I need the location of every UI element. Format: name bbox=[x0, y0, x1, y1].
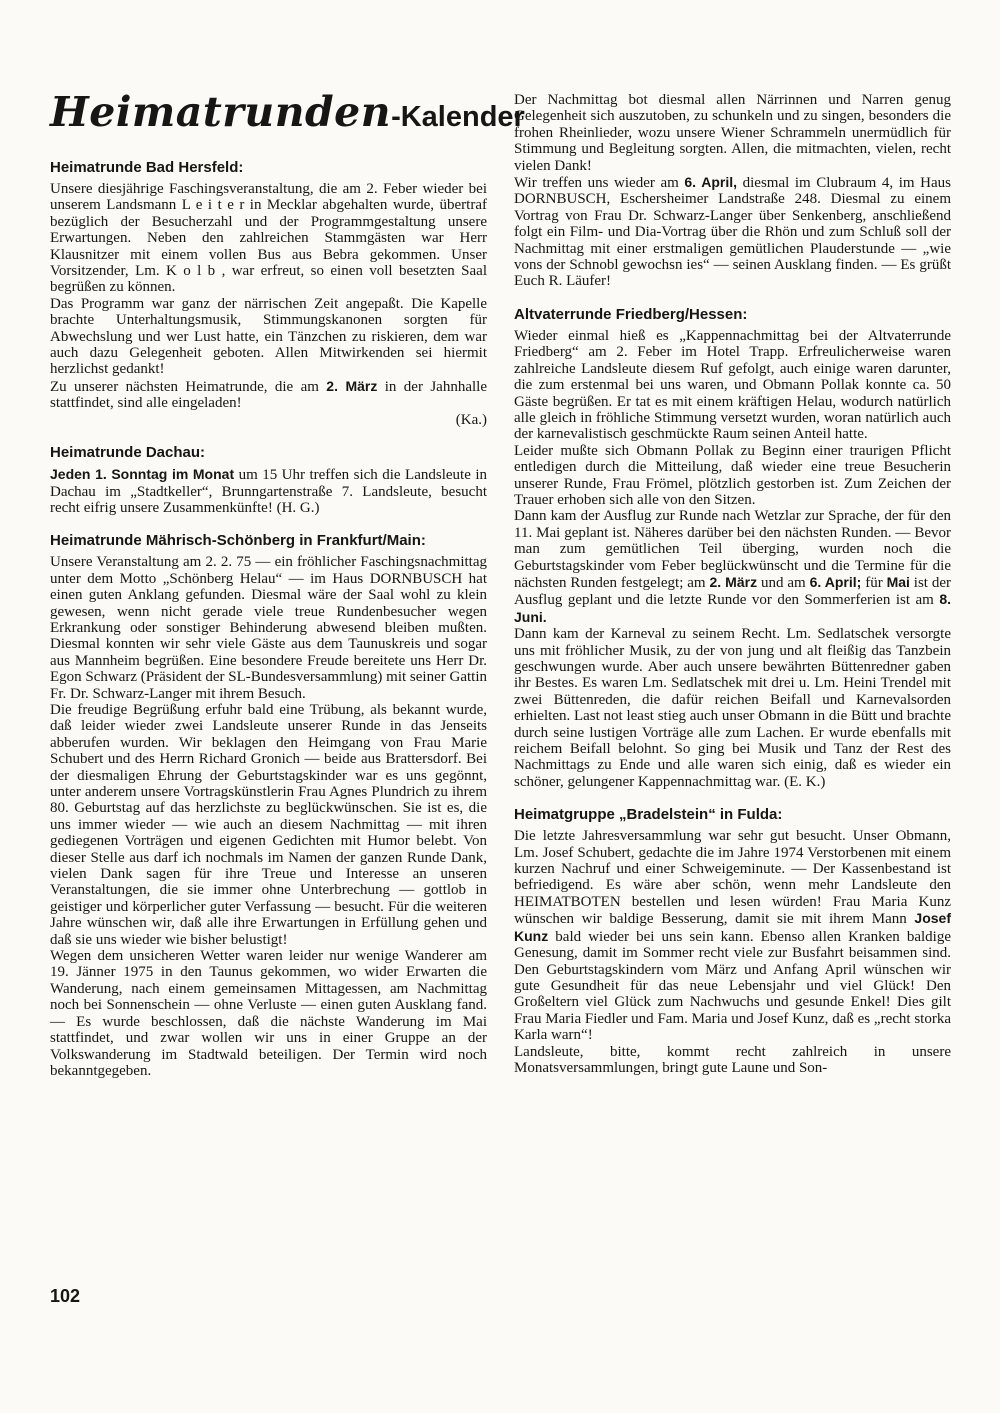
paragraph: Unsere Veranstaltung am 2. 2. 75 — ein fröhlicher Faschingsnachmittag unter dem Motto „Schönberg Helau“ — im Haus DORNBUSCH hat einen guten Anklang gefunden. Diesmal wäre der Saal wohl zu klein gewesen, wenn nicht gerade viele treue Rundenbesucher wegen Erkrankung oder sonstiger Behinderung abwesend bleiben mußten. Diesmal konnten wir sehr viele Gäste aus dem Taunuskreis und sogar aus Mannheim begrüßen. Eine besondere Freude bereitete uns Herr Dr. Egon Schwarz (Präsident der SL-Bundesversammlung) mit seiner Gattin Fr. Dr. Schwarz-Langer mit ihrem Besuch. bbox=[50, 554, 487, 702]
masthead-script-text: Heimatrunden bbox=[50, 88, 392, 136]
left-column bbox=[50, 88, 525, 1079]
paragraph: Unsere diesjährige Faschingsveranstaltung, die am 2. Feber wieder bei unserem Landsmann L e i t e r in Mecklar abgehalten wurde, übertraf bezüglich der Besucherzahl und der Programmgestaltung unsere Erwartungen. Neben den zahlreichen Stammgästen war Herr Klausnitzer mit einem vollen Bus aus Bebra gekommen. Unser Vorsitzender, Lm. K o l b , war erfreut, so einen voll besetzten Saal begrüßen zu können. bbox=[50, 181, 487, 296]
paragraph: Dann kam der Karneval zu seinem Recht. Lm. Sedlatschek versorgte uns mit fröhlicher Musik, zu der von jung und alt fleißig das Tanzbein geschwungen wurde. Aber auch unsere bewährten Büttenredner gaben ihr Bestes. Es waren Lm. Sedlatschek mit drei u. Lm. Heini Trendel mit zwei Büttenreden, die dafür reichen Beifall und Karnevalsorden erhielten. Last not least stieg auch unser Obmann in die Bütt und brachte durch seine lustigen Vorträge alle zum Lachen. Er wurde ebenfalls mit reichem Beifall belohnt. So ging bei Musik und Tanz der Rest des Nachmittags zu Ende und alle waren sich einig, daß es wieder ein schöner, gelungener Kappennachmittag war. (E. K.) bbox=[514, 626, 951, 790]
article-continuation-frankfurt bbox=[514, 92, 951, 290]
paragraph: Die letzte Jahresversammlung war sehr gut besucht. Unser Obmann, Lm. Josef Schubert, gedachte die im Jahre 1974 Verstorbenen mit einem kurzen Nachruf und einer Schweigeminute. — Der Kassenbestand ist befriedigend. Es wäre aber schön, wenn mehr Landsleute den HEIMATBOTEN bestellen und lesen würden! Frau Maria Kunz wünschen wir baldige Besserung, damit sie mit ihrem Mann Josef Kunz bald wieder bei uns sein kann. Ebenso allen Kranken baldige Genesung, damit im Sommer recht viele zur Busfahrt beisammen sind. Den Geburtstagskindern vom März und Anfang April wünschen wir gute Gesundheit für das neue Lebensjahr und viel Glück! Den Großeltern viel Glück zum Nachwuchs und gesunde Enkel! Dies gilt Frau Maria Fiedler und Fam. Maria und Josef Kunz, daß es „recht storka Karla warn“! bbox=[514, 828, 951, 1044]
paragraph: Wir treffen uns wieder am 6. April, diesmal im Clubraum 4, im Haus DORNBUSCH, Eschersheimer Landstraße 248. Diesmal zu einem Vortrag von Frau Dr. Schwarz-Langer über Senkenberg, anschließend folgt ein Film- und Dia-Vortrag über die Rhön und zum Schluß soll der Nachmittag mit einer erstmaligen gemütlichen Plauderstunde — „wie vons der Schnobl gewochsn ies“ — seinen Ausklang finden. — Es grüßt Euch R. Läufer! bbox=[514, 174, 951, 290]
section-heading: Heimatgruppe „Bradelstein“ in Fulda: bbox=[514, 806, 783, 824]
paragraph: Das Programm war ganz der närrischen Zeit angepaßt. Die Kapelle brachte Unterhaltungsmusik, Stimmungskanonen sorgten für Abwechslung und wer Lust hatte, ein Tänzchen zu riskieren, dem war auch dazu Gelegenheit geboten. Allen Mitwirkenden sei hiermit herzlichst gedankt! bbox=[50, 295, 487, 378]
paragraph: Wieder einmal hieß es „Kappennachmittag bei der Altvaterrunde Friedberg“ am 2. Feber im Hotel Trapp. Erfreulicherweise waren zahlreiche Landsleute diesem Ruf gefolgt, auch einige waren darunter, die zum erstenmal bei uns waren, und Obmann Pollak konnte ca. 50 Gäste begrüßen. Er tat es mit einem kräftigen Helau, wodurch natürlich alle gleich in fröhliche Stimmung versetzt wurden, woran natürlich auch der karnevalistisch geschmückte Raum seinen Anteil hatte. bbox=[514, 327, 951, 443]
article-heimatrunde-bad-hersfeld bbox=[50, 159, 487, 428]
paragraph: Jeden 1. Sonntag im Monat um 15 Uhr treffen sich die Landsleute in Dachau im „Stadtkeller“, Brunngartenstraße 7. Landsleute, besucht recht eifrig unsere Zusammenkünfte! (H. G.) bbox=[50, 466, 487, 516]
paragraph: Wegen dem unsicheren Wetter waren leider nur wenige Wanderer am 19. Jänner 1975 in den Taunus gekommen, wo wider Erwarten die Wanderung, nach einem gemeinsamen Mittagessen, am Nachmittag noch bei Sonnenschein — ohne Verluste — einen guten Ausklang fand. — Es wurde beschlossen, daß die nächste Wanderung im Mai stattfindet, und zwar wollen wir uns in einer Gruppe an der Volkswanderung im Stadtwald beteiligen. Der Termin wird noch bekanntgegeben. bbox=[50, 948, 487, 1079]
article-heimatrunde-dachau bbox=[50, 444, 487, 516]
paragraph: Die freudige Begrüßung erfuhr bald eine Trübung, als bekannt wurde, daß leider wieder zwei Landsleute unserer Runde in das Jenseits abberufen wurden. Wir beklagen den Heimgang von Frau Marie Schubert und des Herrn Richard Gronich — beide aus Brattersdorf. Bei der diesmaligen Ehrung der Geburtstagskinder war es uns gegönnt, unter anderem unsere Vortragskünstlerin Frau Agnes Plundrich zu ihrem 80. Geburtstag auf das herzlichste zu beglückwünschen. Sie ist es, die uns immer wieder — wie auch an diesem Nachmittag — mit ihren gediegenen Vorträgen und eigenen Gedichten mit Humor belebt. Von dieser Stelle aus darf ich nochmals im Namen der ganzen Runde Dank, vielen Dank sagen für ihre Treue und Interesse an unseren Veranstaltungen, die sie immer ohne Unterbrechung — gottlob in geistiger und körperlicher guter Verfassung — besucht. Für die weiteren Jahre wünschen wir, daß alle ihre Erwartungen in Erfüllung gehen und daß sie uns wieder wie bisher belustigt! bbox=[50, 701, 487, 948]
section-heading: Altvaterrunde Friedberg/Hessen: bbox=[514, 305, 748, 323]
right-column bbox=[514, 92, 951, 1076]
masthead-suffix-text: -Kalender bbox=[391, 101, 525, 133]
author-initials: (Ka.) bbox=[455, 411, 487, 428]
section-heading: Heimatrunde Dachau: bbox=[50, 444, 206, 462]
paragraph: Dann kam der Ausflug zur Runde nach Wetzlar zur Sprache, der für den 11. Mai geplant ist. Näheres darüber bei den nächsten Runden. — Bevor man zum gemütlichen Teil überging, wurden noch die Geburtstagskinder vom Feber beglückwünscht und die Termine für die nächsten Runden festgelegt; am 2. März und am 6. April; für Mai ist der Ausflug geplant und die letzte Runde vor den Sommerferien ist am 8. Juni. bbox=[514, 508, 952, 625]
paragraph: Zu unserer nächsten Heimatrunde, die am 2. März in der Jahnhalle stattfindet, sind alle eingeladen! bbox=[50, 377, 487, 412]
article-heimatgruppe-bradelstein-fulda bbox=[514, 806, 951, 1076]
section-heading: Heimatrunde Bad Hersfeld: bbox=[50, 159, 244, 176]
page-title bbox=[50, 88, 525, 136]
page-number: 102 bbox=[50, 1286, 81, 1306]
paragraph: Der Nachmittag bot diesmal allen Närrinnen und Narren genug Gelegenheit sich auszutoben, zu schunkeln und zu singen, besonders die frohen Rheinlieder, wozu unsere Wiener Schrammeln unermüdlich für Stimmung und Begleitung sorgten. Allen, die mitmachten, vielen, recht vielen Dank! bbox=[514, 92, 951, 174]
section-heading: Heimatrunde Mährisch-Schönberg in Frankfurt/Main: bbox=[50, 532, 426, 550]
article-altvaterrunde-friedberg bbox=[514, 306, 951, 790]
paragraph: Landsleute, bitte, kommt recht zahlreich in unsere Monatsversammlungen, bringt gute Laune und Son- bbox=[514, 1043, 951, 1076]
article-heimatrunde-maehrisch-schoenberg bbox=[50, 532, 487, 1079]
paragraph: Leider mußte sich Obmann Pollak zu Beginn einer traurigen Pflicht entledigen durch die Mitteilung, daß wieder eine treue Besucherin unserer Runde, Frau Frömel, plötzlich gestorben ist. Zum Zeichen der Trauer erhoben sich alle von den Sitzen. bbox=[514, 442, 951, 508]
